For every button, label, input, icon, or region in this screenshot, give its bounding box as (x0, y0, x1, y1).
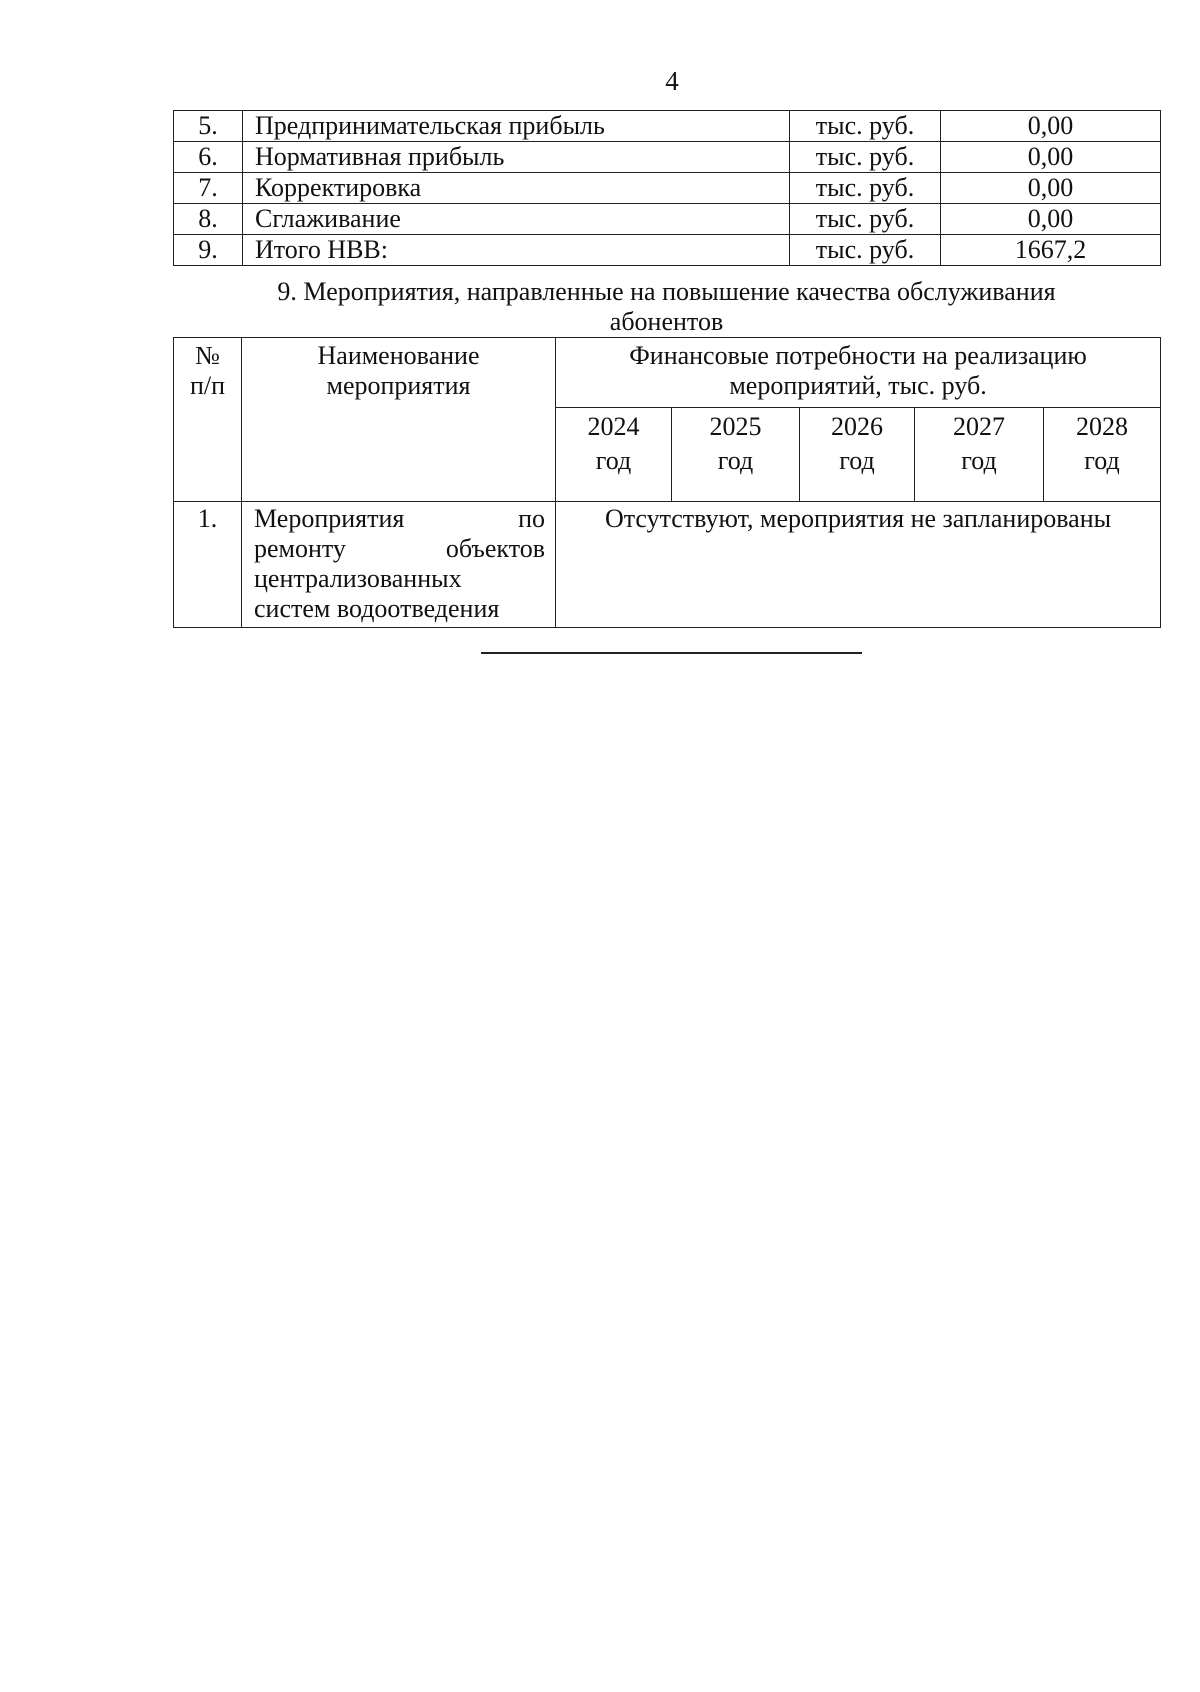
row-value: 0,00 (941, 204, 1161, 235)
header-row (174, 338, 1161, 408)
row-number: 6. (174, 142, 243, 173)
header-financial-line: Финансовые потребности на реализацию (629, 341, 1087, 370)
row-unit: тыс. руб. (790, 142, 941, 173)
row-unit: тыс. руб. (790, 235, 941, 266)
year-value: 2028 (1076, 412, 1129, 441)
header-name (242, 338, 556, 502)
year-value: 2026 (831, 412, 883, 441)
table-row (174, 173, 1161, 204)
table-row (174, 204, 1161, 235)
row-name-word: объектов (445, 534, 545, 563)
year-suffix: год (717, 446, 754, 475)
row-number: 1. (174, 502, 242, 628)
header-year (915, 408, 1044, 502)
row-value: 1667,2 (941, 235, 1161, 266)
year-suffix: год (595, 446, 632, 475)
page-number: 4 (665, 66, 679, 96)
header-year (556, 408, 672, 502)
table-row (174, 111, 1161, 142)
row-number: 7. (174, 173, 243, 204)
year-suffix: год (1084, 446, 1120, 475)
row-name: Нормативная прибыль (243, 142, 790, 173)
row-value: 0,00 (941, 142, 1161, 173)
header-year (1044, 408, 1161, 502)
row-name: Предпринимательская прибыль (243, 111, 790, 142)
row-name: Итого НВВ: (243, 235, 790, 266)
table-row (174, 235, 1161, 266)
row-name-line (254, 534, 545, 564)
year-suffix: год (839, 446, 875, 475)
end-rule (481, 652, 862, 654)
row-number: 8. (174, 204, 243, 235)
row-value: 0,00 (941, 173, 1161, 204)
row-name-line: систем водоотведения (254, 594, 500, 623)
section-title-line: абонентов (609, 307, 724, 336)
header-number-line: № (195, 341, 220, 370)
row-name-word: Мероприятия (254, 504, 405, 533)
row-name-line (254, 504, 545, 534)
row-name-word: по (518, 504, 545, 533)
row-name: Корректировка (243, 173, 790, 204)
measures-table (173, 337, 1161, 628)
table-row (174, 142, 1161, 173)
year-value: 2025 (709, 412, 762, 441)
header-year (672, 408, 800, 502)
row-name (242, 502, 556, 628)
row-unit: тыс. руб. (790, 204, 941, 235)
row-number: 9. (174, 235, 243, 266)
row-number: 5. (174, 111, 243, 142)
year-value: 2027 (953, 412, 1005, 441)
header-financial-needs (556, 338, 1161, 408)
year-suffix: год (961, 446, 997, 475)
year-value: 2024 (587, 412, 640, 441)
header-number (174, 338, 242, 502)
row-unit: тыс. руб. (790, 173, 941, 204)
row-name-word: ремонту (254, 534, 346, 563)
header-year (800, 408, 915, 502)
row-name-line: централизованных (254, 564, 462, 593)
row-name: Сглаживание (243, 204, 790, 235)
row-value: 0,00 (941, 111, 1161, 142)
header-number-line: п/п (189, 371, 226, 400)
section-title-line: 9. Мероприятия, направленные на повышение качества обслуживания (277, 277, 1056, 306)
cost-table (173, 110, 1161, 266)
header-name-line: Наименование (317, 341, 480, 370)
table-row (174, 502, 1161, 628)
section-title (173, 277, 1160, 337)
header-financial-line: мероприятий, тыс. руб. (729, 371, 987, 400)
row-unit: тыс. руб. (790, 111, 941, 142)
row-note: Отсутствуют, мероприятия не запланированы (556, 502, 1161, 628)
header-name-line: мероприятия (326, 371, 471, 400)
